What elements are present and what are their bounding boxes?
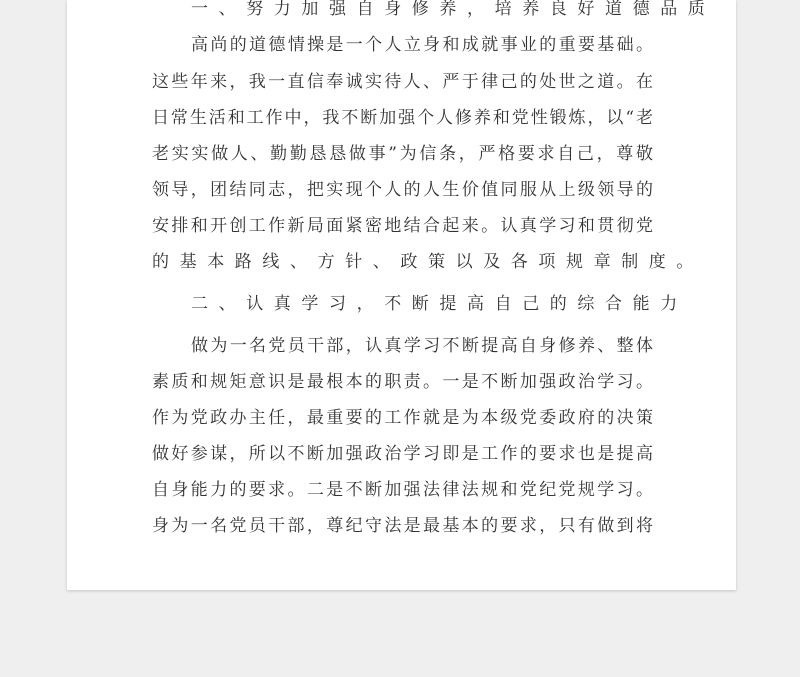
paragraph-line: 日常生活和工作中，我不断加强个人修养和党性锻炼，以“老 (152, 108, 653, 128)
paragraph-line: 素质和规矩意识是最根本的职责。一是不断加强政治学习。 (152, 372, 653, 392)
document-page (67, 0, 736, 590)
paragraph-line: 高尚的道德情操是一个人立身和成就事业的重要基础。 (191, 35, 653, 55)
paragraph-line: 安排和开创工作新局面紧密地结合起来。认真学习和贯彻党 (152, 216, 653, 236)
paragraph-line: 自身能力的要求。二是不断加强法律法规和党纪党规学习。 (152, 480, 653, 500)
paragraph-line: 做好参谋，所以不断加强政治学习即是工作的要求也是提高 (152, 444, 653, 464)
paragraph-line: 这些年来，我一直信奉诚实待人、严于律己的处世之道。在 (152, 72, 653, 92)
paragraph-line: 身为一名党员干部，尊纪守法是最基本的要求，只有做到将 (152, 516, 653, 536)
paragraph-line: 老实实做人、勤勤恳恳做事”为信条，严格要求自己，尊敬 (152, 144, 653, 164)
paragraph-line: 作为党政办主任，最重要的工作就是为本级党委政府的决策 (152, 408, 653, 428)
paragraph-line: 的基本路线、方针、政策以及各项规章制度。 (152, 252, 704, 272)
paragraph-line: 做为一名党员干部，认真学习不断提高自身修养、整体 (191, 336, 653, 356)
section-heading-2: 二、认真学习，不断提高自己的综合能力 (191, 294, 688, 314)
paragraph-line: 领导，团结同志，把实现个人的人生价值同服从上级领导的 (152, 180, 653, 200)
section-heading-1: 一、努力加强自身修养，培养良好道德品质 (191, 0, 716, 19)
